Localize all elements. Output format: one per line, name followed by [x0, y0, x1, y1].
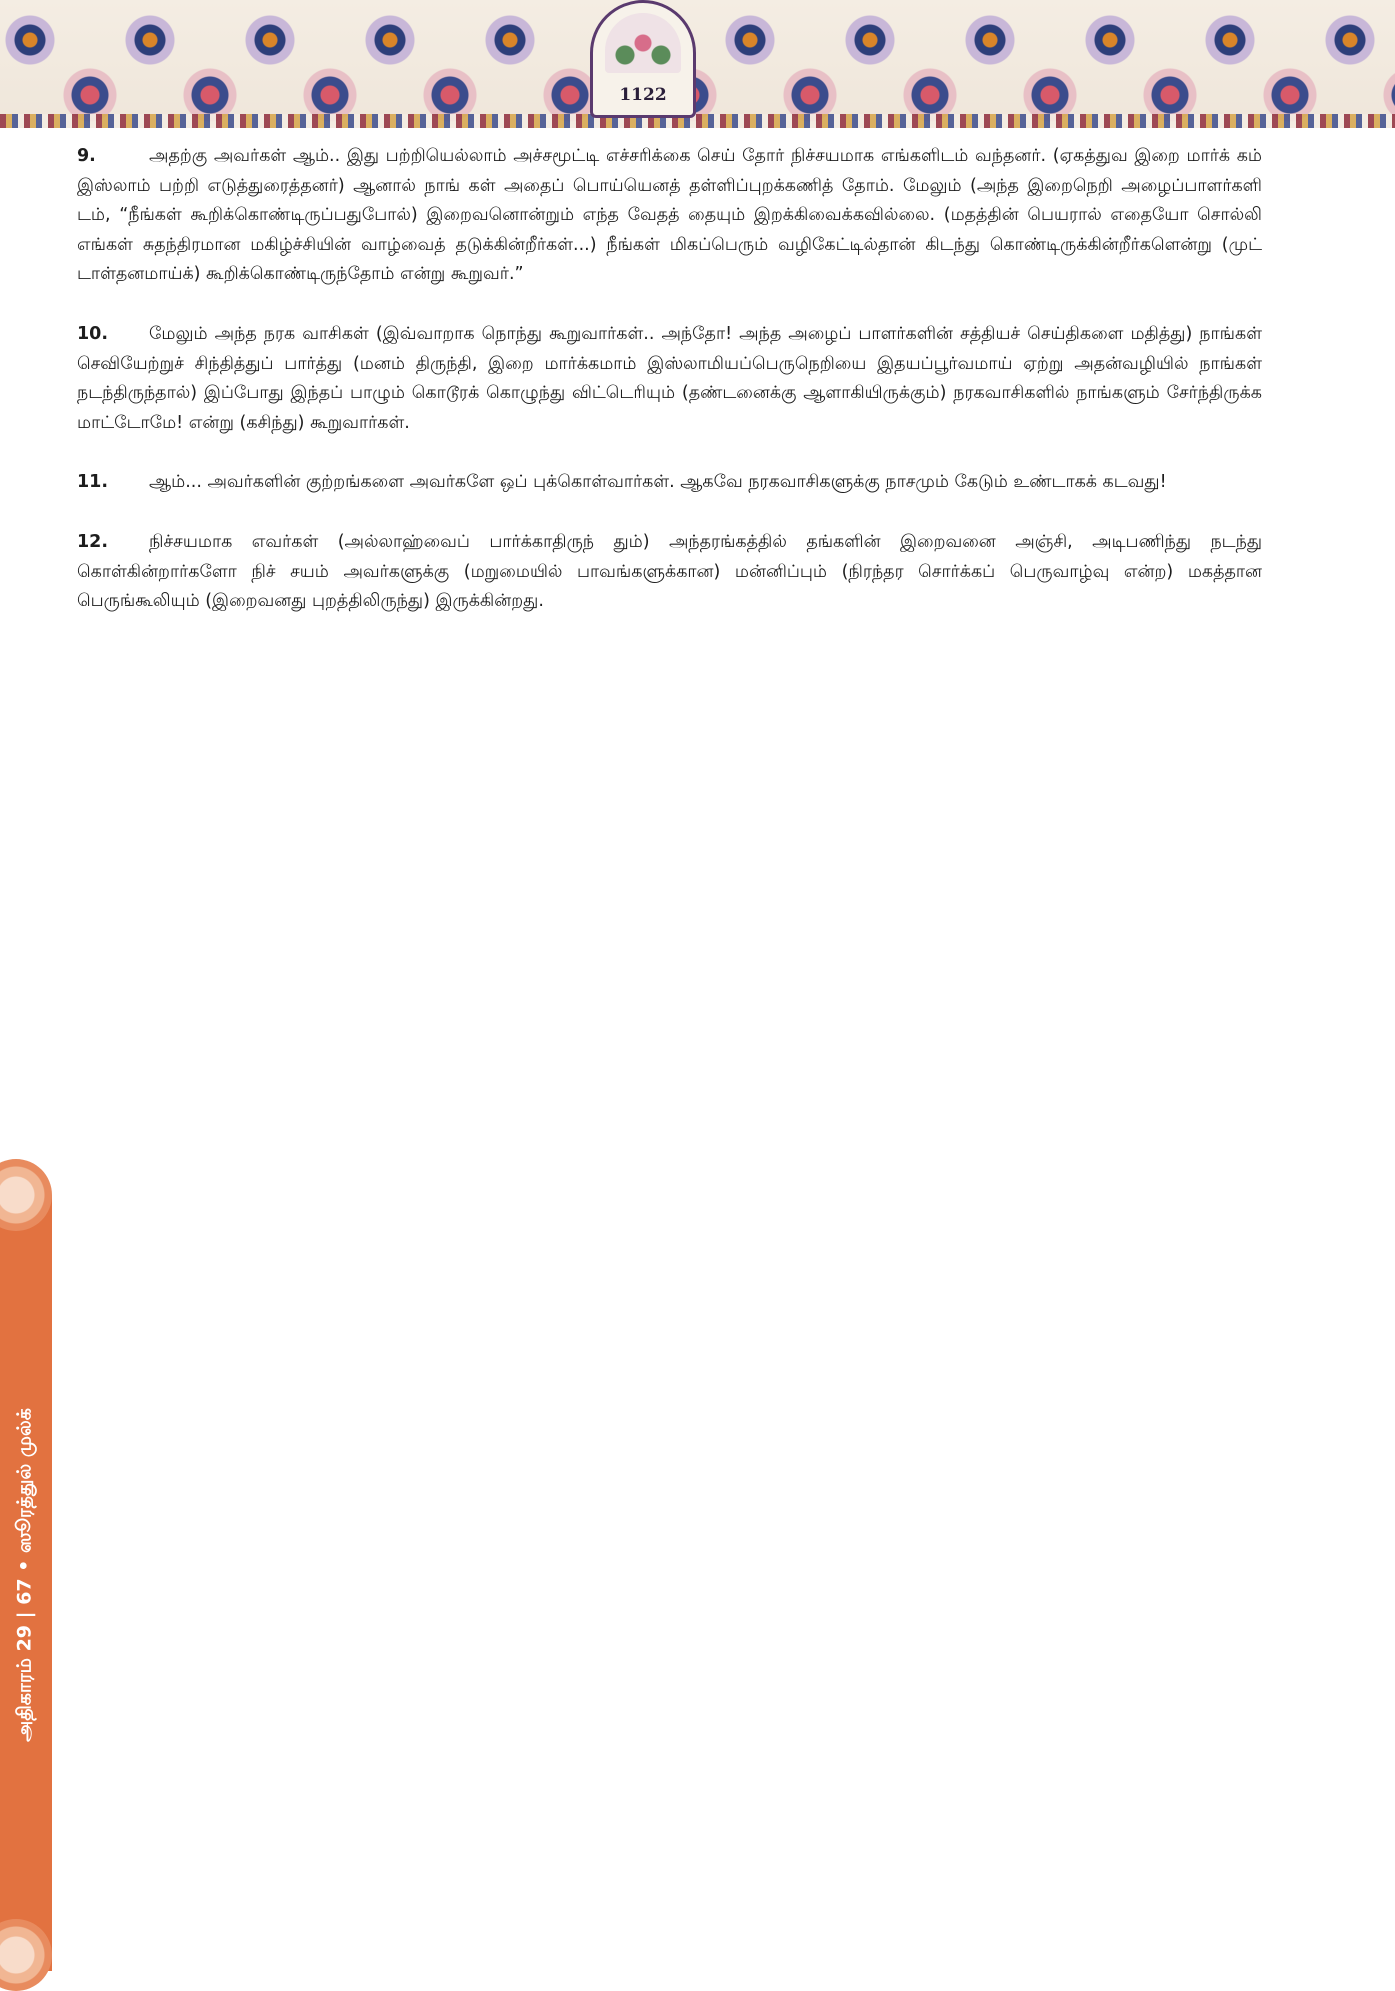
- sidebar-ornament-top-icon: [0, 1159, 52, 1231]
- verse-list: [77, 142, 1262, 647]
- verse-10: [77, 320, 1262, 438]
- verse-text: ஆம்... அவர்களின் குற்றங்களை அவர்களே ஒப் புக்கொள்வார்கள். ஆகவே நரகவாசிகளுக்கு நாசமும் கேடும் உண்டாகக் கடவது!: [149, 472, 1167, 493]
- verse-number: 11.: [77, 472, 109, 493]
- chapter-sidebar: [0, 1195, 52, 1971]
- verse-11: [77, 468, 1262, 498]
- floral-motif-icon: [605, 13, 681, 73]
- verse-text: மேலும் அந்த நரக வாசிகள் (இவ்வாறாக நொந்து கூறுவார்கள்.. அந்தோ! அந்த அழைப் பாளர்களின் சத்தியச் செய்திகளை மதித்து) நாங்கள் செவியேற்றுச் சிந்தித்துப் பார்த்து (மனம் திருந்தி, இறை மார்க்கமாம் இஸ்லாமியப்பெருநெறியை இதயப்பூர்வமாய் ஏற்று அதன்வழியில் நாங்கள் நடந்திருந்தால்) இப்போது இந்தப் பாழும் கொடூரக் கொழுந்து விட்டெரியும் (தண்டனைக்கு ஆளாகியிருக்கும்) நரகவாசிகளில் நாங்களும் சேர்ந்திருக்க மாட்டோமே! என்று (கசிந்து) கூறுவார்கள்.: [77, 323, 1262, 433]
- ornamental-header-border: [0, 0, 1395, 128]
- header-arch-ornament: [590, 0, 696, 118]
- verse-9: [77, 142, 1262, 290]
- verse-number: 12.: [77, 531, 109, 552]
- verse-text: நிச்சயமாக எவர்கள் (அல்லாஹ்வைப் பார்க்காதிருந் தும்) அந்தரங்கத்தில் தங்களின் இறைவனை அஞ்சி, அடிபணிந்து நடந்து கொள்கின்றார்களோ நிச் சயம் அவர்களுக்கு (மறுமையில் பாவங்களுக்கான) மன்னிப்பும் (நிரந்தர சொர்க்கப் பெருவாழ்வு என்ற) மகத்தான பெருங்கூலியும் (இறைவனது புறத்திலிருந்து) இருக்கின்றது.: [77, 531, 1262, 612]
- verse-text: அதற்கு அவர்கள் ஆம்.. இது பற்றியெல்லாம் அச்சமூட்டி எச்சரிக்கை செய் தோர் நிச்சயமாக எங்களிடம் வந்தனர். (ஏகத்துவ இறை மார்க் கம் இஸ்லாம் பற்றி எடுத்துரைத்தனர்) ஆனால் நாங் கள் அதைப் பொய்யெனத் தள்ளிப்புறக்கணித் தோம். மேலும் (அந்த இறைநெறி அழைப்பாளர்களி டம், “நீங்கள் கூறிக்கொண்டிருப்பதுபோல்) இறைவனொன்றும் எந்த வேதத் தையும் இறக்கிவைக்கவில்லை. (மதத்தின் பெயரால் எதையோ சொல்லி எங்கள் சுதந்திரமான மகிழ்ச்சியின் வாழ்வைத் தடுக்கின்றீர்கள்...) நீங்கள் மிகப்பெரும் வழிகேட்டில்தான் கிடந்து கொண்டிருக்கின்றீர்களென்று (முட் டாள்தனமாய்க்) கூறிக்கொண்டிருந்தோம் என்று கூறுவர்.”: [77, 146, 1262, 285]
- verse-number: 9.: [77, 146, 96, 166]
- page-number: 1122: [619, 85, 667, 105]
- verse-12: [77, 528, 1262, 617]
- sidebar-ornament-bottom-icon: [0, 1919, 52, 1991]
- chapter-label: அதிகாரம் 29 | 67 • ஸூரத்துல் முல்க்: [13, 1408, 36, 1742]
- verse-number: 10.: [77, 323, 109, 344]
